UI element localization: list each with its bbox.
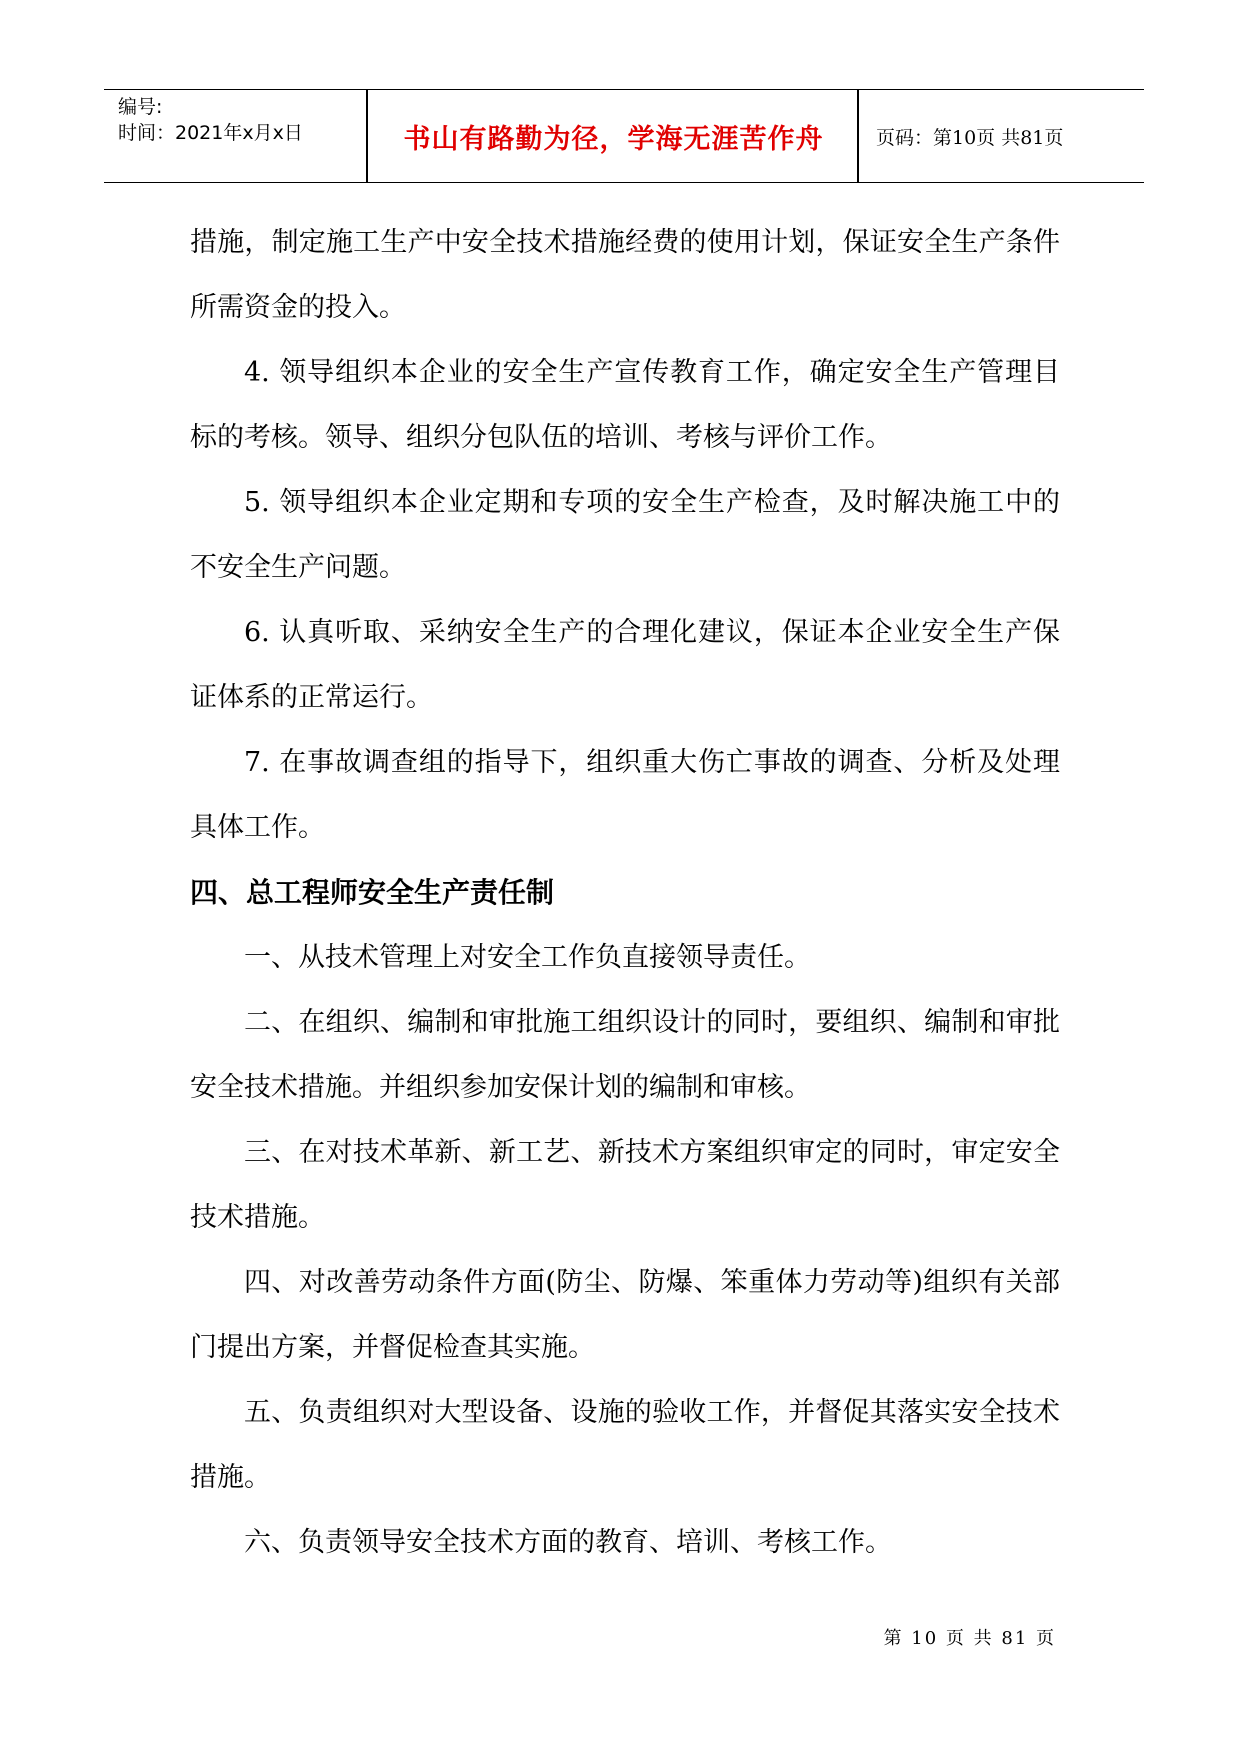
header-divider (366, 90, 368, 182)
paragraph: 六、负责领导安全技术方面的教育、培训、考核工作。 (244, 1527, 892, 1558)
paragraph: 4. 领导组织本企业的安全生产宣传教育工作，确定安全生产管理目标的考核。领导、组织分包队伍的培训、考核与评价工作。 (190, 357, 1060, 453)
paragraph: 措施，制定施工生产中安全技术措施经费的使用计划，保证安全生产条件所需资金的投入。 (190, 227, 1060, 323)
paragraph: 三、在对技术革新、新工艺、新技术方案组织审定的同时，审定安全技术措施。 (190, 1137, 1060, 1233)
header-page-info: 页码：第10页 共81页 (876, 126, 1064, 149)
section-heading: 四、总工程师安全生产责任制 (190, 876, 555, 909)
serial-number-label: 编号: (118, 96, 163, 118)
paragraph: 5. 领导组织本企业定期和专项的安全生产检查，及时解决施工中的不安全生产问题。 (190, 487, 1060, 583)
header-divider (857, 90, 859, 182)
paragraph: 五、负责组织对大型设备、设施的验收工作，并督促其落实安全技术措施。 (190, 1397, 1060, 1493)
paragraph: 四、对改善劳动条件方面(防尘、防爆、笨重体力劳动等)组织有关部门提出方案，并督促检查其实施。 (190, 1267, 1060, 1363)
paragraph: 6. 认真听取、采纳安全生产的合理化建议，保证本企业安全生产保证体系的正常运行。 (190, 617, 1060, 713)
paragraph: 一、从技术管理上对安全工作负直接领导责任。 (244, 942, 811, 973)
header-meta (118, 90, 368, 182)
document-body (190, 210, 1060, 1575)
page-footer: 第 10 页 共 81 页 (883, 1628, 1056, 1649)
paragraph: 7. 在事故调查组的指导下，组织重大伤亡事故的调查、分析及处理具体工作。 (190, 747, 1060, 843)
document-header (104, 89, 1144, 183)
paragraph: 二、在组织、编制和审批施工组织设计的同时，要组织、编制和审批安全技术措施。并组织参加安保计划的编制和审核。 (190, 1007, 1060, 1103)
time-label: 时间：2021年x月x日 (118, 122, 303, 144)
header-motto: 书山有路勤为径，学海无涯苦作舟 (403, 123, 824, 155)
